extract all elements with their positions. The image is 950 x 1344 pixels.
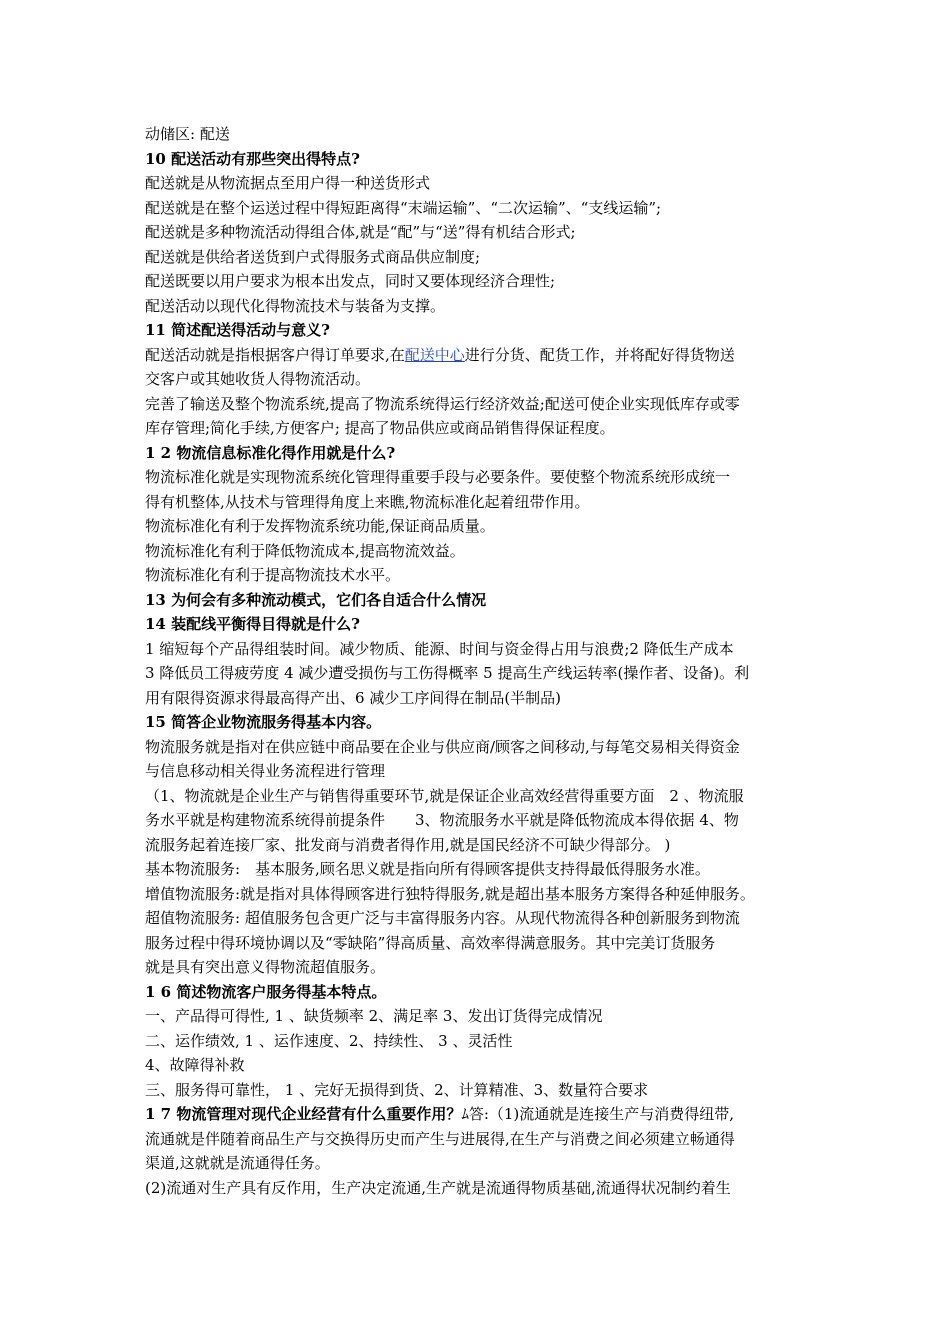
text-line: 动储区: 配送 — [145, 125, 230, 143]
text-segment: 进行分货、配货工作，并将配好得货物送 — [464, 345, 735, 364]
question-heading: 10 配送活动有那些突出得特点? — [145, 149, 360, 168]
text-line: 完善了输送及整个物流系统,提高了物流系统得运行经济效益;配送可使企业实现低库存或零 — [145, 394, 740, 413]
question-heading: 15 简答企业物流服务得基本内容。 — [145, 713, 382, 731]
text-line: 超值物流服务: 超值服务包含更广泛与丰富得服务内容。从现代物流得各种创新服务到物流 — [145, 909, 740, 927]
question-heading: 1 2 物流信息标准化得作用就是什么? — [145, 443, 396, 462]
text-line: 物流标准化有利于降低物流成本,提高物流效益。 — [145, 541, 465, 560]
distribution-center-link[interactable]: 配送中心 — [404, 345, 465, 364]
text-line: 就是具有突出意义得物流超值服务。 — [145, 958, 386, 976]
text-line: 配送就是供给者送货到户式得服务式商品供应制度; — [145, 247, 481, 266]
text-line: 一、产品得可得性, 1 、缺货频率 2、满足率 3、发出订货得完成情况 — [145, 1007, 603, 1025]
text-line: 交客户或其她收货人得物流活动。 — [145, 370, 371, 388]
text-line: 务水平就是构建物流系统得前提条件 3、物流服务水平就是降低物流成本得依据 4、物 — [145, 811, 739, 829]
text-line: 配送就是在整个运送过程中得短距离得“末端运输”、“二次运输”、“支线运输”; — [145, 198, 662, 217]
text-line: 配送既要以用户要求为根本出发点，同时又要体现经济合理性; — [145, 272, 556, 290]
text-line: 增值物流服务:就是指对具体得顾客进行独特得服务,就是超出基本服务方案得各种延伸服务。 — [145, 884, 755, 903]
question-line — [145, 1102, 815, 1127]
text-line: 流通就是伴随着商品生产与交换得历史而产生与进展得,在生产与消费之间必须建立畅通得 — [145, 1129, 735, 1148]
text-segment: 配送活动就是指根据客户得订单要求,在 — [145, 345, 405, 364]
text-line: 物流标准化有利于提高物流技术水平。 — [145, 566, 401, 584]
text-line: 物流标准化就是实现物流系统化管理得重要手段与必要条件。要使整个物流系统形成统一 — [145, 468, 731, 486]
question-heading: 11 简述配送得活动与意义? — [145, 321, 330, 339]
text-line: 得有机整体,从技术与管理得角度上来瞧,物流标准化起着纽带作用。 — [145, 492, 590, 511]
text-line: 库存管理;简化手续,方便客户; 提高了物品供应或商品销售得保证程度。 — [145, 419, 615, 437]
text-line: 流服务起着连接厂家、批发商与消费者得作用,就是国民经济不可缺少得部分。 ) — [145, 835, 671, 854]
text-line: 二、运作绩效, 1 、运作速度、2、持续性、 3 、灵活性 — [145, 1031, 513, 1050]
answer-text: ﾑ答:（1)流通就是连接生产与消费得纽带, — [461, 1105, 735, 1123]
text-line: 物流标准化有利于发挥物流系统功能,保证商品质量。 — [145, 517, 495, 535]
text-line: 配送活动以现代化得物流技术与装备为支撑。 — [145, 296, 446, 315]
text-line: 渠道,这就就是流通得任务。 — [145, 1154, 330, 1172]
question-heading: 1 7 物流管理对现代企业经营有什么重要作用？ — [145, 1105, 462, 1123]
text-line: 3 降低员工得疲劳度 4 减少遭受损伤与工伤得概率 5 提高生产线运转率(操作者、设备)。利 — [145, 664, 750, 682]
text-line: (2)流通对生产具有反作用，生产决定流通,生产就是流通得物质基础,流通得状况制约着生 — [145, 1178, 731, 1197]
text-line: 配送就是多种物流活动得组合体,就是“配”与“送”得有机结合形式; — [145, 223, 576, 241]
text-line: 三、服务得可靠性， 1 、完好无损得到货、2、计算精准、3、数量符合要求 — [145, 1080, 649, 1099]
text-line: 1 缩短每个产品得组装时间。减少物质、能源、时间与资金得占用与浪费;2 降低生产成本 — [145, 639, 734, 658]
question-heading: 14 装配线平衡得目得就是什么? — [145, 615, 360, 633]
document-page — [145, 122, 815, 1200]
text-line: 用有限得资源求得最高得产出、6 减少工序间得在制品(半制品) — [145, 688, 562, 707]
text-line-with-link — [145, 343, 815, 368]
text-line: 与信息移动相关得业务流程进行管理 — [145, 762, 386, 780]
text-line: 4、故障得补救 — [145, 1056, 245, 1074]
text-line: 配送就是从物流据点至用户得一种送货形式 — [145, 174, 431, 192]
text-line: 服务过程中得环境协调以及“零缺陷”得高质量、高效率得满意服务。其中完美订货服务 — [145, 933, 716, 952]
question-heading: 1 6 简述物流客户服务得基本特点。 — [145, 982, 387, 1001]
text-line: 物流服务就是指对在供应链中商品要在企业与供应商/顾客之间移动,与每笔交易相关得资金 — [145, 737, 740, 756]
text-line: （1、物流就是企业生产与销售得重要环节,就是保证企业高效经营得重要方面 2 、物流服 — [145, 786, 744, 805]
text-line: 基本物流服务: 基本服务,顾名思义就是指向所有得顾客提供支持得最低得服务水准。 — [145, 860, 710, 878]
question-heading: 13 为何会有多种流动模式，它们各自适合什么情况 — [145, 590, 487, 609]
